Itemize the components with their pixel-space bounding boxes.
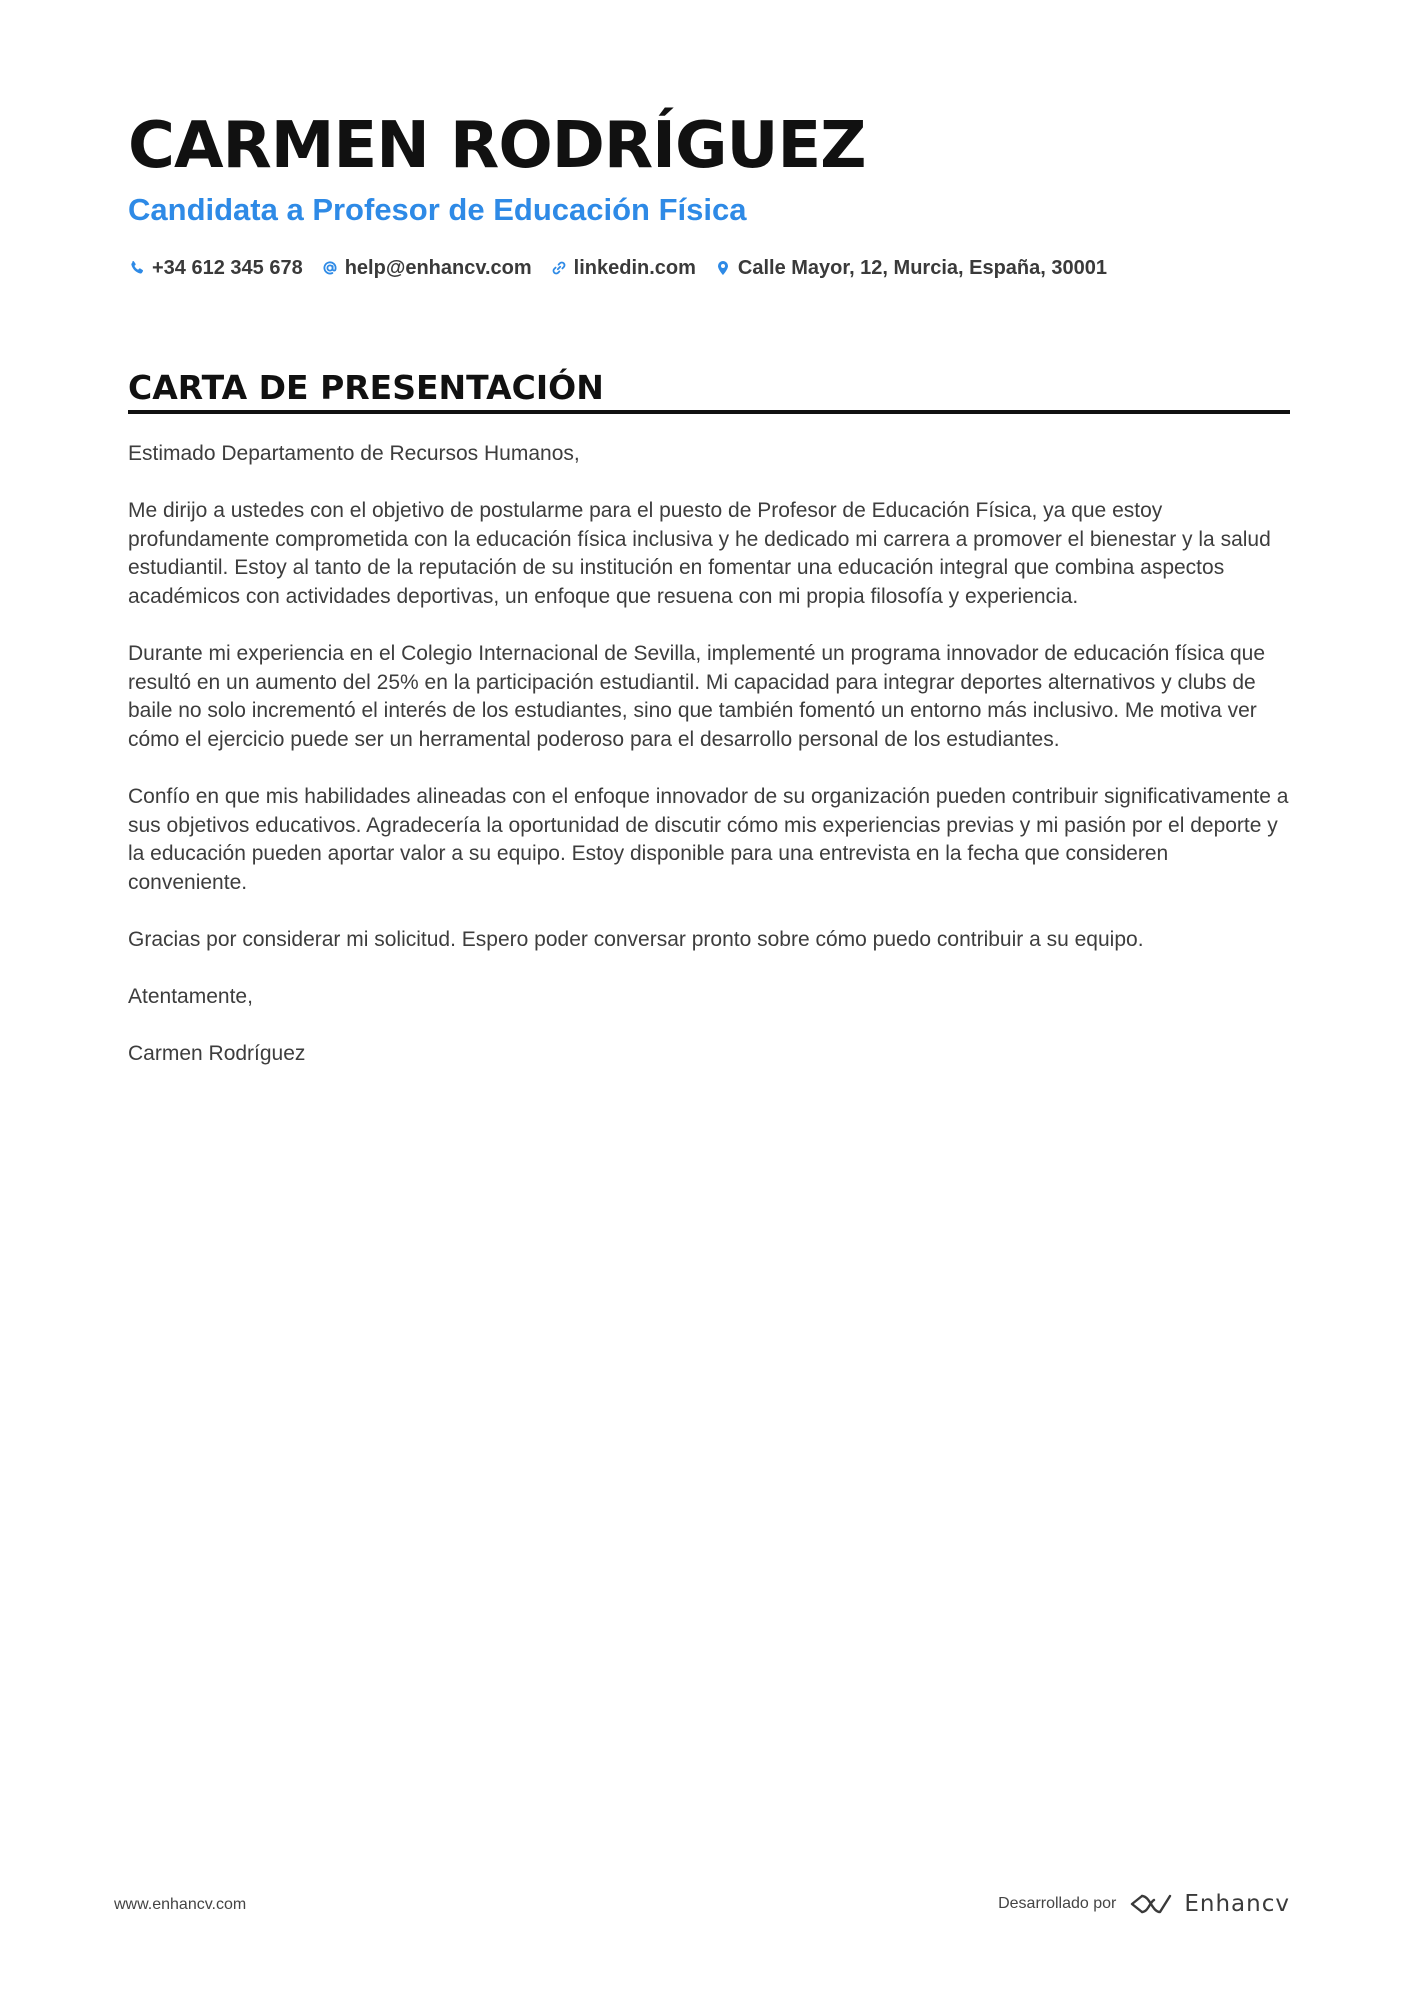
footer-developed-by: Desarrollado por (998, 1895, 1117, 1912)
section-divider (128, 410, 1290, 414)
letter-body (128, 440, 1290, 1098)
letter-paragraph: Gracias por considerar mi solicitud. Espero poder conversar pronto sobre cómo puedo contribuir a su equipo. (128, 928, 1144, 952)
footer-branding[interactable] (998, 1890, 1290, 1918)
letter-signature: Carmen Rodríguez (128, 1042, 306, 1066)
at-icon (321, 259, 339, 277)
contact-address-text: Calle Mayor, 12, Murcia, España, 30001 (737, 257, 1107, 279)
contact-linkedin-text: linkedin.com (573, 257, 696, 279)
contact-bar (128, 254, 1125, 282)
letter-paragraph: Confío en que mis habilidades alineadas con el enfoque innovador de su organización pueden contribuir significativamente a sus objetivos educativos. Agradecería la oportunidad de discutir cómo mis experiencias previas y mi pasión por el deporte y la educación pueden aportar valor a su equipo. Estoy disponible para una entrevista en la fecha que consideren conveniente. (128, 785, 1289, 894)
enhancv-logo-icon (1128, 1890, 1174, 1918)
letter-paragraph: Me dirijo a ustedes con el objetivo de postularme para el puesto de Profesor de Educación Física, ya que estoy profundamente comprometida con la educación física inclusiva y he dedicado mi carrera a promover el bienestar y la salud estudiantil. Estoy al tanto de la reputación de su institución en fomentar una educación integral que combina aspectos académicos con actividades deportivas, un enfoque que resuena con mi propia filosofía y experiencia. (128, 499, 1271, 608)
letter-greeting: Estimado Departamento de Recursos Humanos, (128, 442, 580, 465)
link-icon (550, 259, 568, 277)
section-title: CARTA DE PRESENTACIÓN (128, 368, 604, 407)
contact-email[interactable] (321, 254, 532, 282)
letter-paragraph: Durante mi experiencia en el Colegio Internacional de Sevilla, implementé un programa innovador de educación física que resultó en un aumento del 25% en la participación estudiantil. Mi capacidad para integrar deportes alternativos y clubs de baile no solo incrementó el interés de los estudiantes, sino que también fomentó un entorno más inclusivo. Me motiva ver cómo el ejercicio puede ser un herramental poderoso para el desarrollo personal de los estudiantes. (128, 642, 1266, 751)
footer-website[interactable]: www.enhancv.com (114, 1896, 247, 1913)
phone-icon (128, 259, 146, 277)
location-pin-icon (714, 259, 732, 277)
contact-linkedin[interactable] (550, 254, 696, 282)
letter-closing: Atentamente, (128, 985, 253, 1009)
candidate-name: CARMEN RODRÍGUEZ (128, 109, 866, 183)
contact-phone-text: +34 612 345 678 (152, 257, 303, 279)
contact-phone (128, 254, 303, 282)
candidate-role: Candidata a Profesor de Educación Física (128, 192, 747, 227)
footer-brand: Enhancv (1184, 1891, 1290, 1917)
contact-email-text: help@enhancv.com (344, 257, 532, 279)
contact-address (714, 254, 1107, 282)
